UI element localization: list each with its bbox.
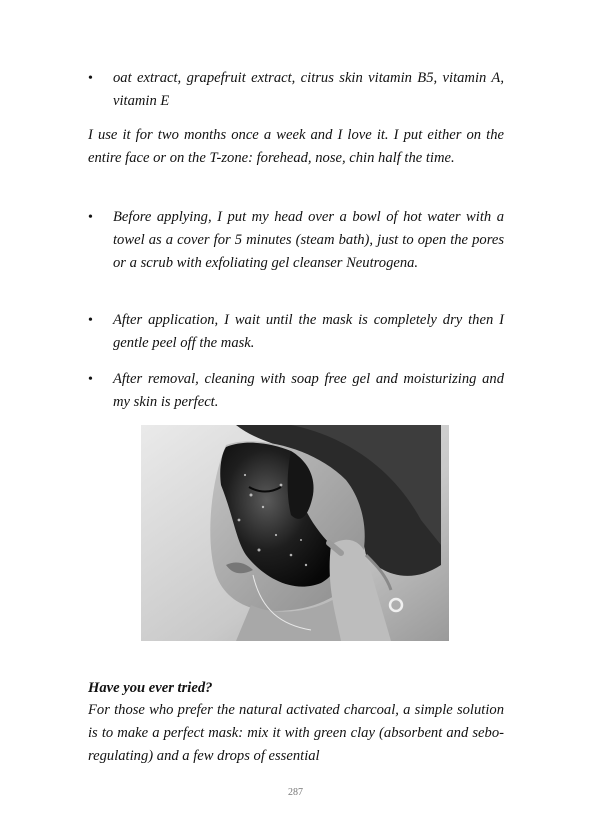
body-paragraph: For those who prefer the natural activated charcoal, a simple solution is to make a perfect mask: mix it with green clay (absorbent and sebo-regulating) and a few drops of essential bbox=[88, 702, 504, 764]
bullet-text: Before applying, I put my head over a bowl of hot water with a towel as a cover for 5 minutes (steam bath), just to open the pores or a scrub with exfoliating gel cleanser Neutrogena. bbox=[113, 209, 504, 271]
bullet-item bbox=[88, 368, 504, 414]
page-number: 287 bbox=[288, 787, 303, 798]
bullet-item bbox=[88, 67, 504, 113]
bullet-item bbox=[88, 309, 504, 355]
bullet-symbol: • bbox=[88, 210, 93, 225]
photo-peel-off-mask bbox=[141, 425, 449, 641]
mask-photo-illustration bbox=[141, 425, 449, 641]
bullet-text: After removal, cleaning with soap free gel and moisturizing and my skin is perfect. bbox=[113, 371, 504, 410]
bullet-item bbox=[88, 206, 504, 298]
bullet-text: oat extract, grapefruit extract, citrus skin vitamin B5, vitamin A, vitamin E bbox=[113, 70, 504, 109]
bullet-symbol: • bbox=[88, 372, 93, 387]
body-paragraph: I use it for two months once a week and I love it. I put either on the entire face or on the T-zone: forehead, nose, chin half the time. bbox=[88, 127, 504, 166]
section-heading: Have you ever tried? bbox=[88, 680, 213, 696]
bullet-symbol: • bbox=[88, 71, 93, 86]
bullet-symbol: • bbox=[88, 313, 93, 328]
bullet-text: After application, I wait until the mask is completely dry then I gentle peel off the mask. bbox=[113, 312, 504, 351]
